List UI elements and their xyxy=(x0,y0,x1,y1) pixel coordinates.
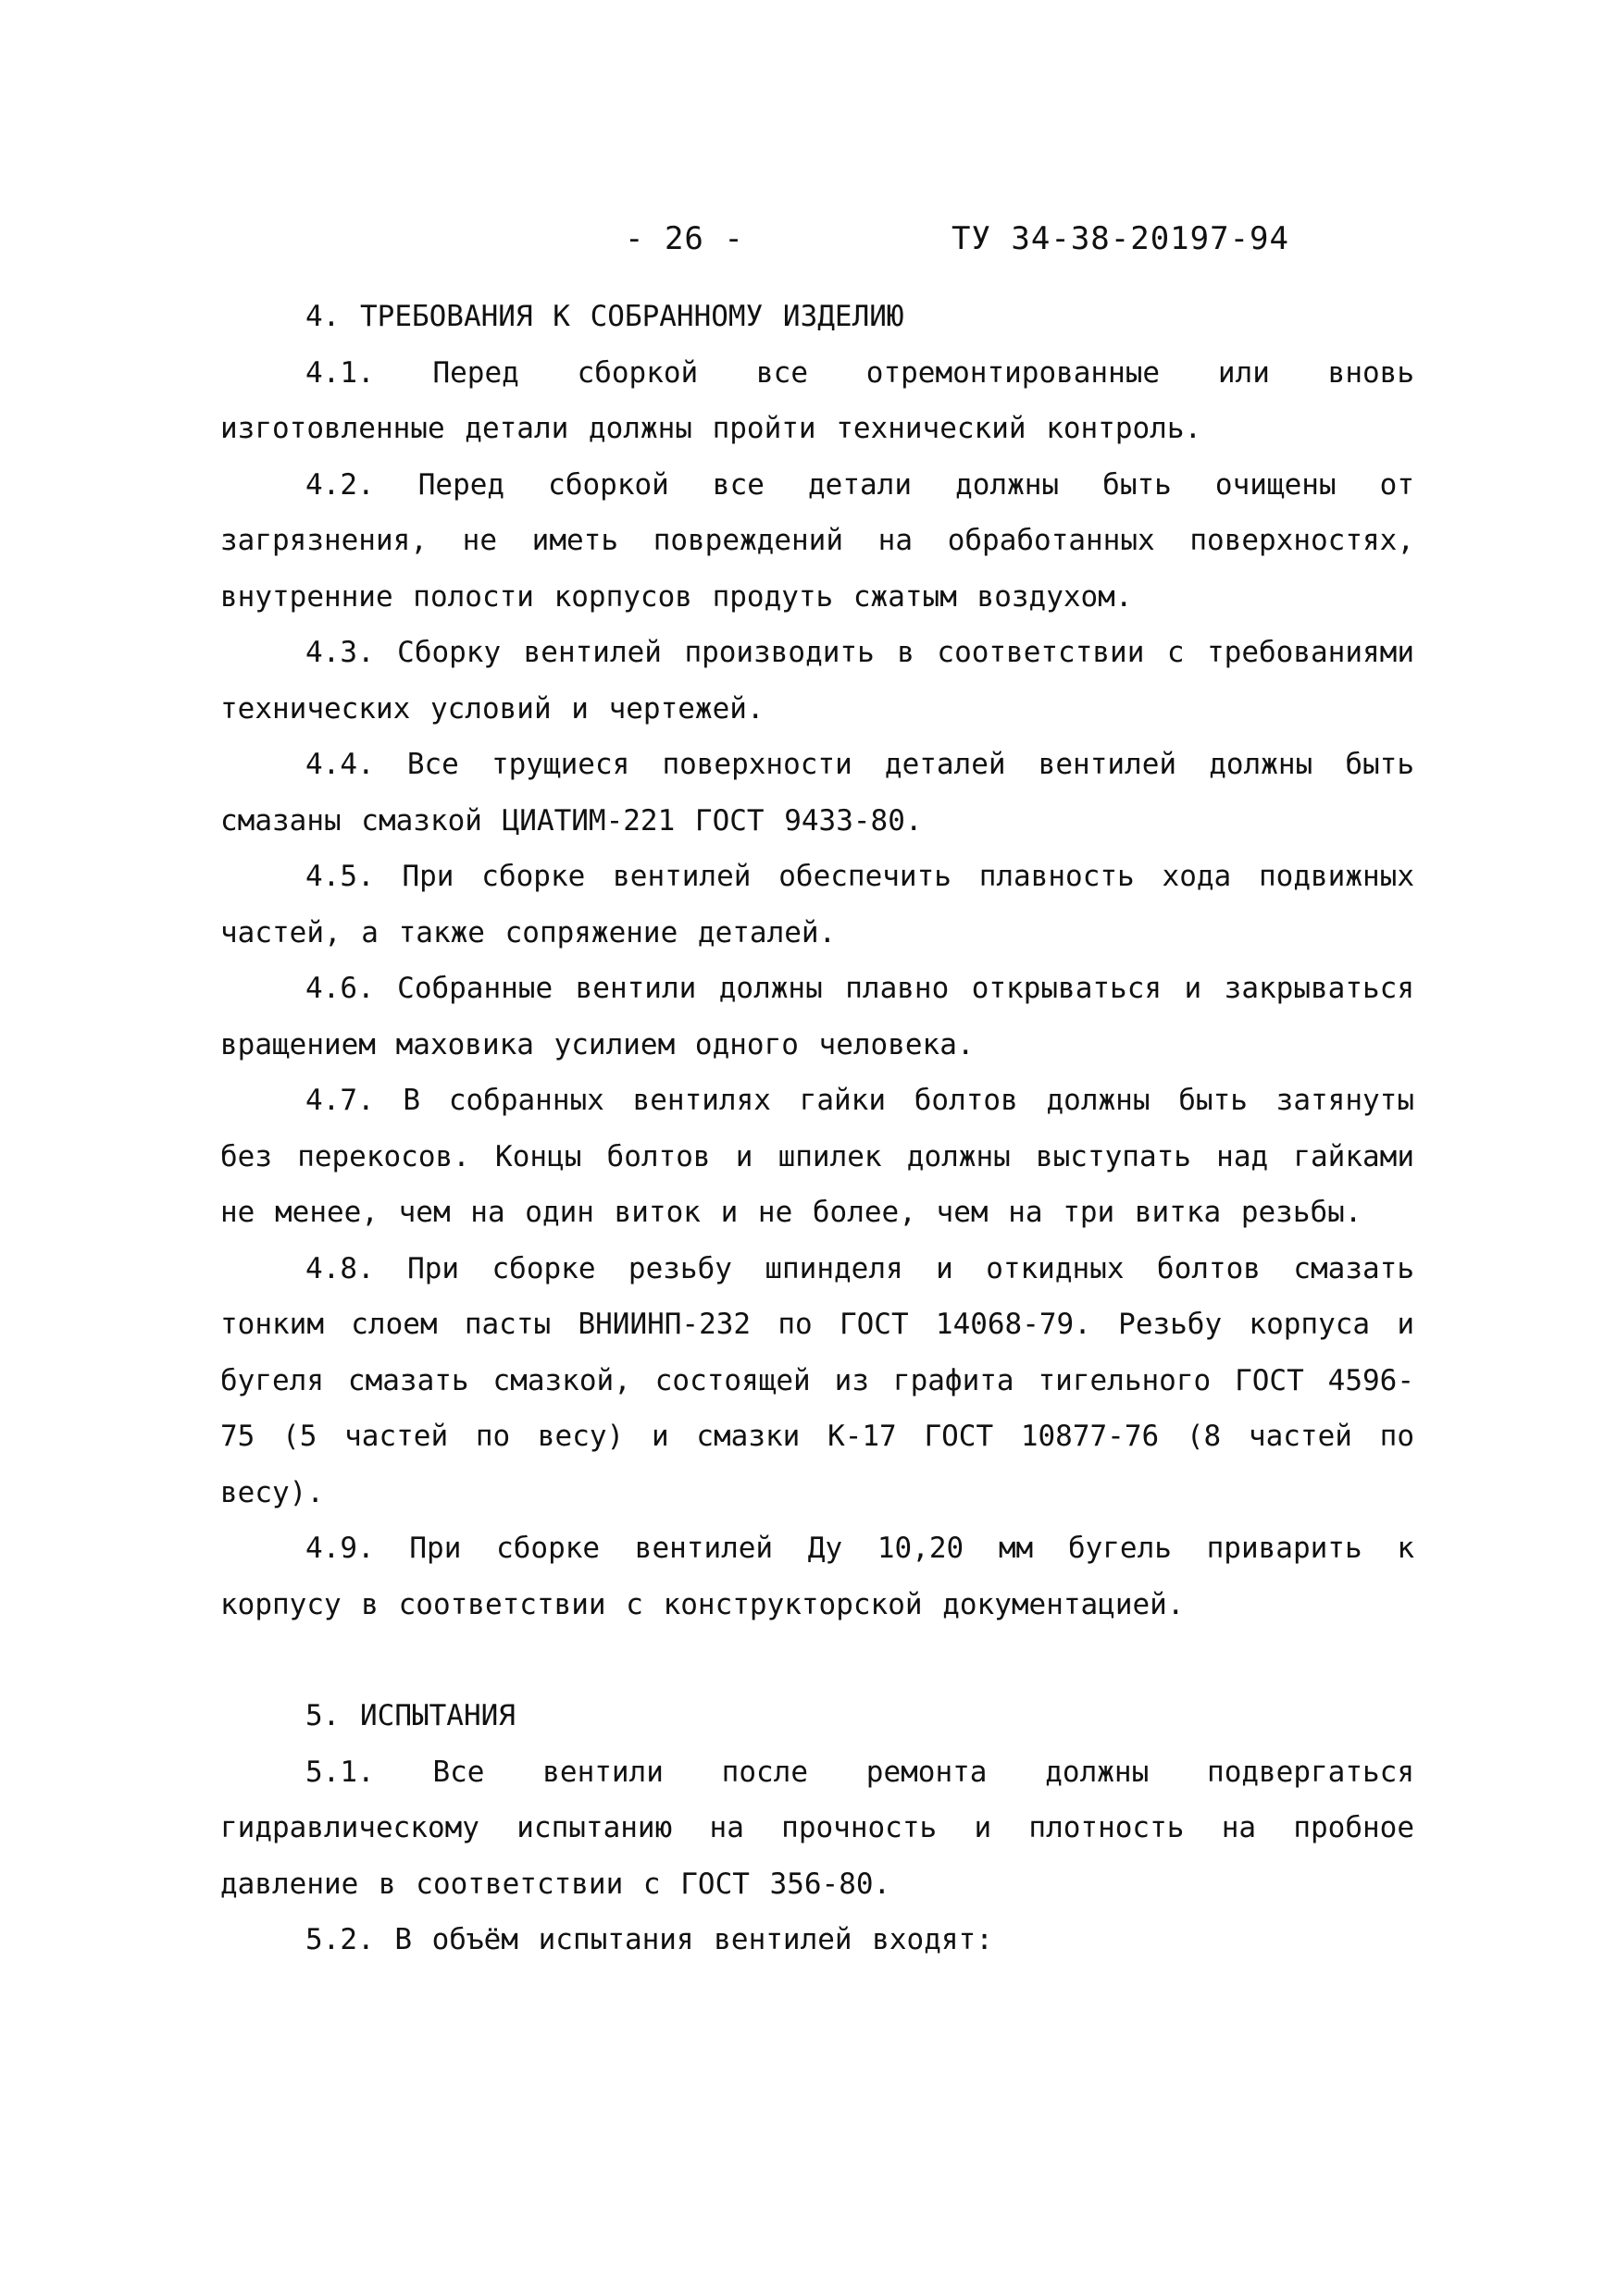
page-number: - 26 - xyxy=(625,220,744,257)
paragraph-4-9: 4.9. При сборке вентилей Ду 10,20 мм бугель приварить к корпусу в соответствии с конструкторской документацией. xyxy=(220,1532,1414,1621)
paragraph-4-6: 4.6. Собранные вентили должны плавно открываться и закрываться вращением маховика усилием одного человека. xyxy=(220,972,1414,1061)
paragraph-4-2: 4.2. Перед сборкой все детали должны быть очищены от загрязнения, не иметь повреждений на обработанных поверхностях, внутренние полости корпусов продуть сжатым воздухом. xyxy=(220,467,1414,614)
paragraph-4-4: 4.4. Все трущиеся поверхности деталей вентилей должны быть смазаны смазкой ЦИАТИМ-221 ГОСТ 9433-80. xyxy=(220,748,1414,838)
paragraph-5-1: 5.1. Все вентили после ремонта должны подвергаться гидравлическому испытанию на прочность и плотность на пробное давление в соответствии с ГОСТ 356-80. xyxy=(220,1755,1414,1901)
paragraph-4-5: 4.5. При сборке вентилей обеспечить плавность хода подвижных частей, а также сопряжение деталей. xyxy=(220,860,1414,949)
section-heading-5: 5. ИСПЫТАНИЯ xyxy=(305,1699,516,1732)
page-header xyxy=(0,220,1617,267)
paragraph-4-8: 4.8. При сборке резьбу шпинделя и откидных болтов смазать тонким слоем пасты ВНИИНП-232 по ГОСТ 14068-79. Резьбу корпуса и бугеля смазать смазкой, состоящей из графита тигельного ГОСТ 4596-75 (5 частей по весу) и смазки К-17 ГОСТ 10877-76 (8 частей по весу). xyxy=(220,1251,1414,1509)
section-heading-4: 4. ТРЕБОВАНИЯ К СОБРАННОМУ ИЗДЕЛИЮ xyxy=(305,300,904,333)
paragraph-5-2: 5.2. В объём испытания вентилей входят: xyxy=(305,1923,993,1956)
document-body xyxy=(220,289,1414,1968)
paragraph-4-1: 4.1. Перед сборкой все отремонтированные или вновь изготовленные детали должны пройти технический контроль. xyxy=(220,355,1414,445)
paragraph-4-3: 4.3. Сборку вентилей производить в соответствии с требованиями технических условий и чертежей. xyxy=(220,636,1414,726)
paragraph-4-7: 4.7. В собранных вентилях гайки болтов должны быть затянуты без перекосов. Концы болтов и шпилек должны выступать над гайками не менее, чем на один виток и не более, чем на три витка резьбы. xyxy=(220,1084,1414,1229)
document-code: ТУ 34-38-20197-94 xyxy=(952,220,1289,257)
